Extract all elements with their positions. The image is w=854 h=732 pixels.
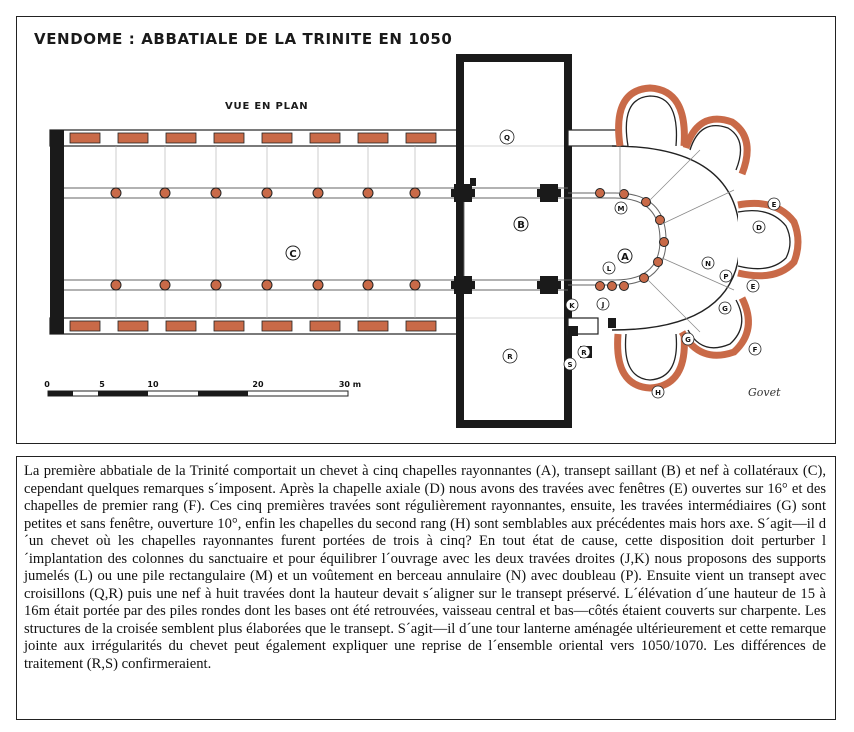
svg-text:J: J <box>601 301 605 309</box>
svg-text:G: G <box>685 336 691 344</box>
scale-tick-20: 20 <box>252 380 264 389</box>
label-R <box>503 349 517 363</box>
scale-tick-5: 5 <box>99 380 105 389</box>
svg-text:M: M <box>617 205 625 213</box>
svg-text:S: S <box>567 361 573 369</box>
scale-tick-30: 30 m <box>338 380 362 389</box>
label-A <box>618 249 632 263</box>
svg-text:D: D <box>756 224 762 232</box>
label-D <box>753 221 765 233</box>
plan-title: VENDOME : ABBATIALE DE LA TRINITE EN 1050 <box>34 30 453 48</box>
svg-text:A: A <box>621 252 629 263</box>
svg-text:K: K <box>569 302 575 310</box>
svg-text:R: R <box>507 353 513 361</box>
svg-text:E: E <box>750 283 756 291</box>
svg-text:F: F <box>752 346 758 354</box>
label-H <box>652 386 664 398</box>
svg-text:L: L <box>606 265 612 273</box>
label-P <box>720 270 732 282</box>
chevet <box>568 88 798 388</box>
svg-text:G: G <box>722 305 728 313</box>
label-K <box>566 299 578 311</box>
label-L <box>603 262 615 274</box>
svg-text:C: C <box>289 249 297 260</box>
label-J <box>597 298 609 310</box>
svg-text:Q: Q <box>504 134 510 142</box>
svg-text:H: H <box>655 389 661 397</box>
svg-text:R: R <box>581 349 587 357</box>
label-G1 <box>719 302 731 314</box>
label-G2 <box>682 333 694 345</box>
label-N <box>702 257 714 269</box>
transept <box>451 58 568 424</box>
scale-tick-10: 10 <box>147 380 159 389</box>
label-F <box>749 343 761 355</box>
svg-text:P: P <box>723 273 729 281</box>
signature: Govet <box>748 386 781 399</box>
plan-subtitle: VUE EN PLAN <box>225 101 309 112</box>
svg-text:B: B <box>517 220 525 231</box>
label-R2 <box>578 346 590 358</box>
scale-bar <box>44 380 361 396</box>
nave-walls <box>50 130 460 334</box>
label-E2 <box>747 280 759 292</box>
scale-tick-0: 0 <box>44 380 50 389</box>
label-S <box>564 358 576 370</box>
svg-text:N: N <box>705 260 711 268</box>
svg-text:E: E <box>771 201 777 209</box>
label-E1 <box>768 198 780 210</box>
label-Q <box>500 130 514 144</box>
label-B <box>514 217 528 231</box>
description-text: La première abbatiale de la Trinité comportait un chevet à cinq chapelles rayonnantes (A), transept saillant (B) et nef à collatéraux (C), cependant quelques remarques s´imposent. Après la chapelle axiale (D) nous avons des travées avec fenêtres (E) ouvertes sur 16° et des chapelles de premier rang (F). Ces cinq premières travées sont régulièrement rayonnantes, ensuite, les travées intermédiaires (G) sont petites et sans fenêtre, ouverture 10°, enfin les chapelles du second rang (H) sont semblables aux précédentes mais hors axe. S´agit—il d´un chevet où les chapelles rayonnantes furent portées de trois à cinq? En tout état de cause, cette disposition doit perturber l´implantation des colonnes du sanctuaire et pour équilibrer l´ouvrage avec les deux travées droites (J,K) nous proposons des supports jumelés (L) ou une pile rectangulaire (M) et un voûtement en berceau annulaire (N) avec doubleau (P). Ensuite vient un transept avec croisillons (Q,R) puis une nef à huit travées dont la hauteur devait s´aligner sur le transept préservé. L´élévation d´une hauteur de 15 à 16m était portée par des piles rondes dont les bases ont été retrouvées, vaisseau central et bas—côtés étaient couverts sur charpente. Les structures de la croisée semblent plus élaborées que le transept. S´agit—il d´une tour lanterne aménagée ultérieurement et cette remarque jointe aux irrégularités du chevet peut également expliquer une reprise de l´ensemble oriental vers 1050/1070. Les différences de traitement (R,S) confirmeraient. <box>24 463 826 672</box>
label-M <box>615 202 627 214</box>
label-C <box>286 246 300 260</box>
